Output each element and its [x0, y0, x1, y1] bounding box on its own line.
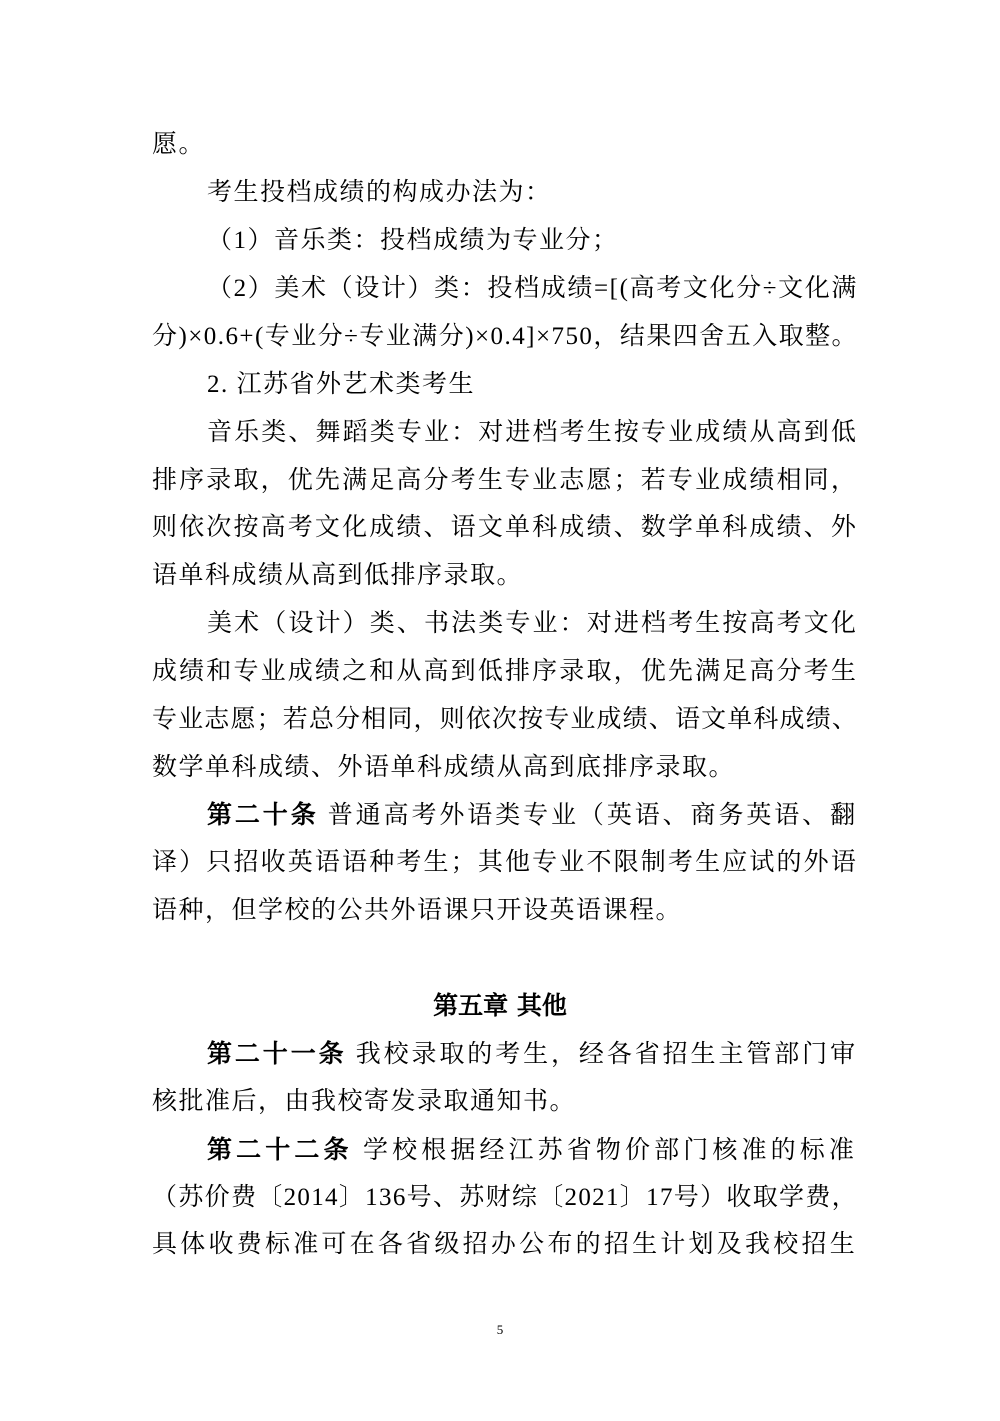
- article-title: 第二十二条: [207, 1135, 353, 1164]
- line-text: 排序录取，优先满足高分考生专业志愿；若专业成绩相同，: [152, 467, 858, 494]
- line-text: 语单科成绩从高到低排序录取。: [152, 562, 524, 589]
- paragraph-line: [207, 265, 858, 313]
- article-title: 第二十条: [207, 800, 319, 829]
- line-text: 译）只招收英语语种考生；其他专业不限制考生应试的外语: [152, 849, 858, 876]
- article-22-line: [207, 1126, 858, 1174]
- article-title: 第二十一条: [207, 1039, 347, 1068]
- article-21-line: [207, 1030, 858, 1078]
- article-text: 学校根据经江苏省物价部门核准的标准: [362, 1137, 858, 1164]
- article-text: 普通高考外语类专业（英语、商务英语、翻: [327, 802, 858, 829]
- line-text: 愿。: [152, 131, 206, 158]
- paragraph-line: [152, 1078, 858, 1126]
- paragraph-line: [207, 600, 858, 648]
- page-number: 5: [496, 1322, 504, 1337]
- line-text: 美术（设计）类、书法类专业：对进档考生按高考文化: [207, 610, 858, 637]
- paragraph-line: [152, 121, 858, 169]
- line-text: 核批准后，由我校寄发录取通知书。: [152, 1088, 577, 1115]
- line-text: 专业志愿；若总分相同，则依次按专业成绩、语文单科成绩、: [152, 706, 858, 733]
- paragraph-line: [152, 504, 858, 552]
- line-text: （2）美术（设计）类：投档成绩=[(高考文化分÷文化满: [207, 275, 858, 302]
- paragraph-line: [152, 648, 858, 696]
- line-text: （苏价费〔2014〕136号、苏财综〔2021〕17号）收取学费，: [152, 1184, 858, 1211]
- paragraph-line: [152, 696, 858, 744]
- paragraph-line: [152, 552, 858, 600]
- line-text: 数学单科成绩、外语单科成绩从高到底排序录取。: [152, 754, 736, 781]
- paragraph-line: [152, 887, 858, 935]
- paragraph-line: [152, 313, 858, 361]
- article-20-line: [207, 791, 858, 839]
- line-text: 考生投档成绩的构成办法为：: [207, 179, 552, 206]
- paragraph-line: [207, 409, 858, 457]
- chapter-heading: 第五章 其他: [433, 991, 567, 1020]
- paragraph-line: [152, 1221, 858, 1269]
- article-text: 我校录取的考生，经各省招生主管部门审: [355, 1041, 858, 1068]
- paragraph-line: [152, 457, 858, 505]
- paragraph-line: [152, 744, 858, 792]
- line-text: （1）音乐类：投档成绩为专业分；: [207, 227, 619, 254]
- line-text: 音乐类、舞蹈类专业：对进档考生按专业成绩从高到低: [207, 419, 858, 446]
- line-text: 具体收费标准可在各省级招办公布的招生计划及我校招生: [152, 1231, 858, 1258]
- paragraph-line: [152, 839, 858, 887]
- paragraph-line: [207, 169, 858, 217]
- line-text: 语种，但学校的公共外语课只开设英语课程。: [152, 897, 683, 924]
- line-text: 成绩和专业成绩之和从高到低排序录取，优先满足高分考生: [152, 658, 858, 685]
- paragraph-line: [152, 1174, 858, 1222]
- line-text: 则依次按高考文化成绩、语文单科成绩、数学单科成绩、外: [152, 514, 858, 541]
- line-text: 2. 江苏省外艺术类考生: [207, 371, 476, 398]
- paragraph-line: [207, 217, 858, 265]
- paragraph-line: [207, 361, 858, 409]
- line-text: 分)×0.6+(专业分÷专业满分)×0.4]×750，结果四舍五入取整。: [152, 323, 858, 350]
